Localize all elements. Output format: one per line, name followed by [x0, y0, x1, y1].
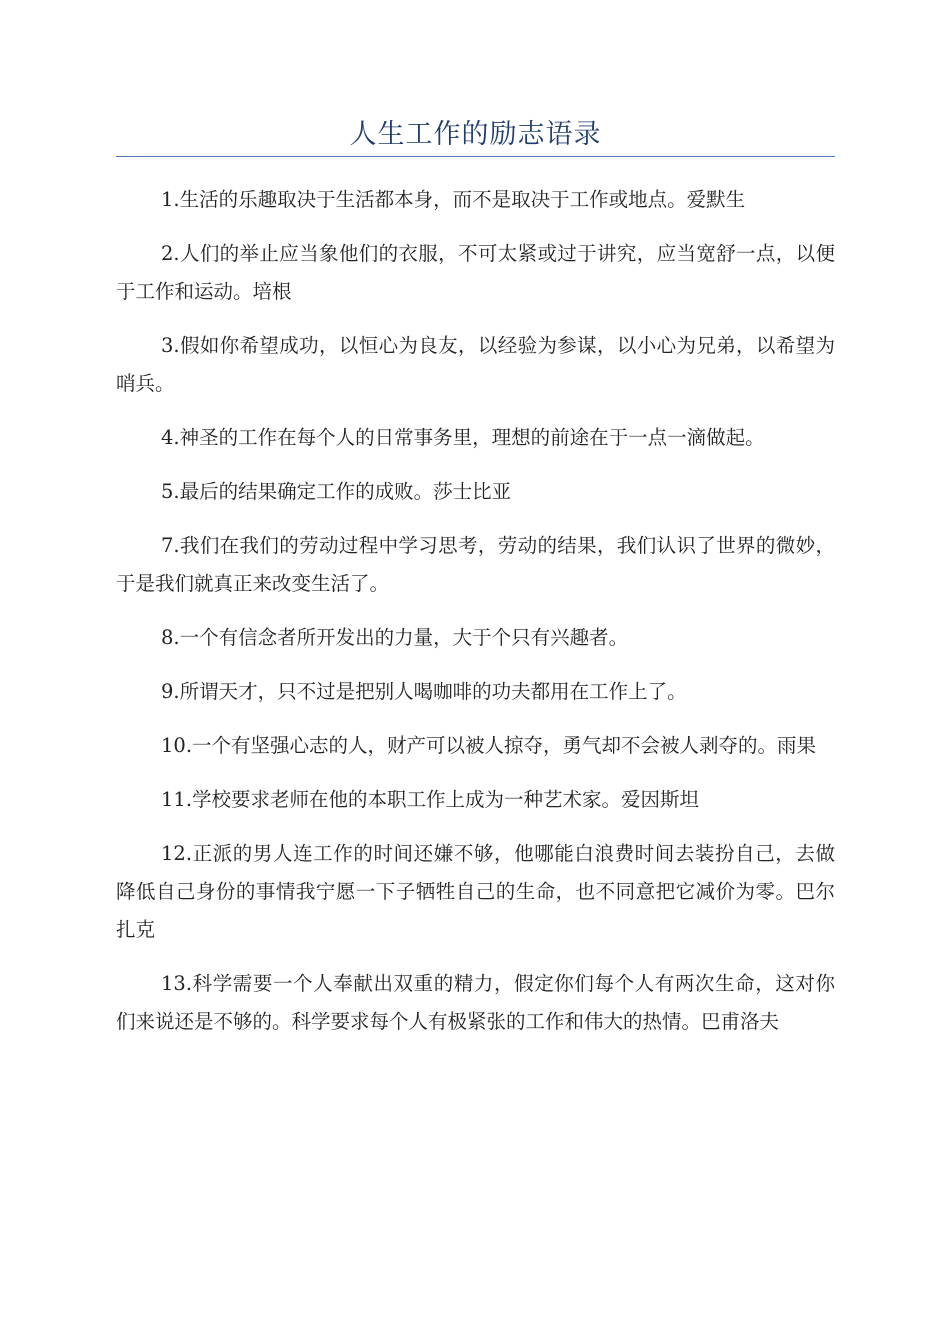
- quote-paragraph: 13.科学需要一个人奉献出双重的精力，假定你们每个人有两次生命，这对你们来说还是不够的。科学要求每个人有极紧张的工作和伟大的热情。巴甫洛夫: [116, 972, 835, 1033]
- quote-paragraph: 11.学校要求老师在他的本职工作上成为一种艺术家。爱因斯坦: [161, 788, 700, 811]
- quote-paragraph: 4.神圣的工作在每个人的日常事务里，理想的前途在于一点一滴做起。: [161, 426, 765, 449]
- document-page: [116, 0, 835, 1057]
- quote-paragraph: 10.一个有坚强心志的人，财产可以被人掠夺，勇气却不会被人剥夺的。雨果: [161, 734, 817, 757]
- quote-paragraph: 9.所谓天才，只不过是把别人喝咖啡的功夫都用在工作上了。: [161, 680, 687, 703]
- document-title: 人生工作的励志语录: [349, 119, 602, 150]
- quote-paragraph: 5.最后的结果确定工作的成败。莎士比亚: [161, 480, 512, 503]
- quote-paragraph: 2.人们的举止应当象他们的衣服，不可太紧或过于讲究，应当宽舒一点，以便于工作和运动。培根: [116, 242, 835, 303]
- quote-paragraph: 12.正派的男人连工作的时间还嫌不够，他哪能白浪费时间去装扮自己，去做降低自己身份的事情我宁愿一下子牺牲自己的生命，也不同意把它减价为零。巴尔扎克: [116, 842, 835, 941]
- title-underline: [116, 156, 835, 157]
- quote-paragraph: 7.我们在我们的劳动过程中学习思考，劳动的结果，我们认识了世界的微妙，于是我们就真正来改变生活了。: [116, 534, 835, 595]
- quote-paragraph: 3.假如你希望成功，以恒心为良友，以经验为参谋，以小心为兄弟，以希望为哨兵。: [116, 334, 835, 395]
- quote-paragraph: 1.生活的乐趣取决于生活都本身，而不是取决于工作或地点。爱默生: [161, 188, 746, 211]
- quote-paragraph: 8.一个有信念者所开发出的力量，大于个只有兴趣者。: [161, 626, 629, 649]
- document-body: [116, 181, 835, 1041]
